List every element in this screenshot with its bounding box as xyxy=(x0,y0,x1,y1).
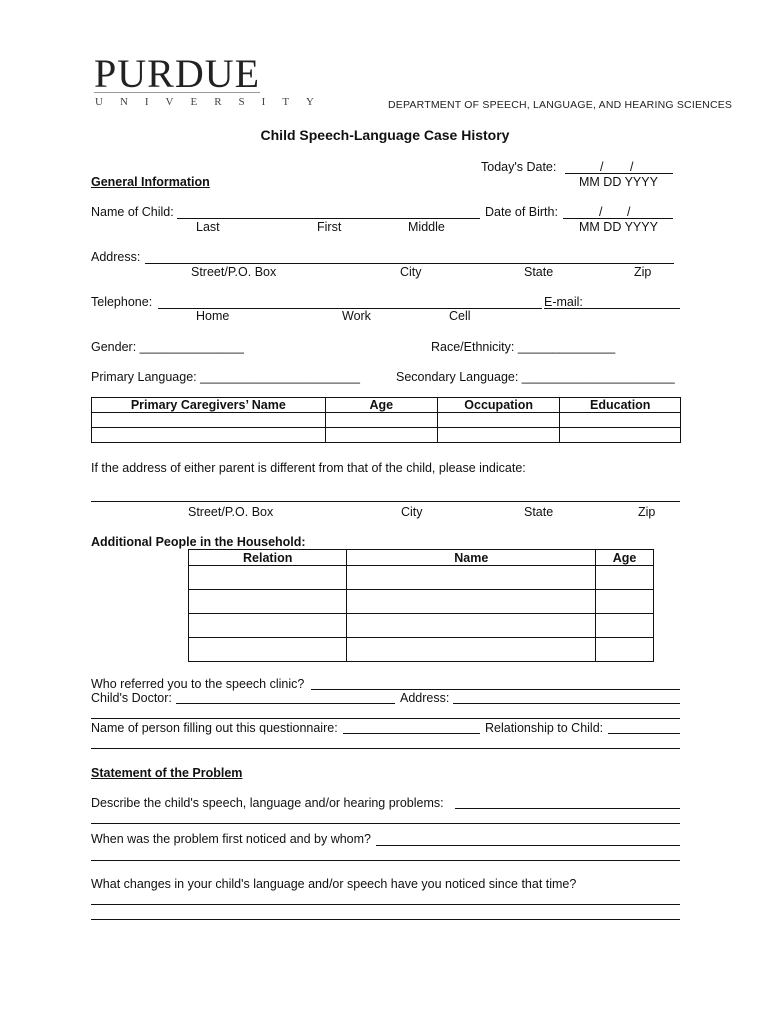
household-heading: Additional People in the Household: xyxy=(91,535,306,549)
phone-part-home: Home xyxy=(196,309,230,323)
table-cell[interactable] xyxy=(347,614,596,638)
name-part-first: First xyxy=(317,220,342,234)
todays-date-format: MM DD YYYY xyxy=(579,175,658,189)
table-row xyxy=(92,413,681,428)
problem-q3-line-2[interactable] xyxy=(91,919,680,920)
problem-q3-label: What changes in your child's language and/or speech have you noticed since that time? xyxy=(91,877,577,891)
dob-label: Date of Birth: xyxy=(485,205,558,219)
questionnaire-filler-label: Name of person filling out this questionnaire: xyxy=(91,721,338,735)
name-part-last: Last xyxy=(196,220,220,234)
caregivers-table xyxy=(91,397,681,443)
relationship-extra-line[interactable] xyxy=(91,748,680,749)
referred-by-label: Who referred you to the speech clinic? xyxy=(91,677,305,691)
parent-address-prompt: If the address of either parent is different from that of the child, please indicate: xyxy=(91,461,526,475)
todays-date-field[interactable] xyxy=(565,173,673,174)
caregivers-col-name: Primary Caregivers’ Name xyxy=(92,398,326,413)
table-cell[interactable] xyxy=(596,590,654,614)
address-part-city: City xyxy=(400,265,422,279)
table-cell[interactable] xyxy=(189,614,347,638)
table-cell[interactable] xyxy=(596,638,654,662)
phone-part-cell: Cell xyxy=(449,309,471,323)
parent-address-part-zip: Zip xyxy=(638,505,656,519)
household-col-name: Name xyxy=(347,550,596,566)
questionnaire-filler-field[interactable] xyxy=(343,733,480,734)
address-part-zip: Zip xyxy=(634,265,652,279)
parent-address-part-city: City xyxy=(401,505,423,519)
household-table xyxy=(188,549,654,662)
address-part-street: Street/P.O. Box xyxy=(191,265,277,279)
referred-by-field[interactable] xyxy=(311,689,680,690)
caregivers-col-age: Age xyxy=(325,398,437,413)
address-label: Address: xyxy=(91,250,141,264)
problem-q2-extra-line[interactable] xyxy=(91,860,680,861)
dob-format: MM DD YYYY xyxy=(579,220,658,234)
table-cell[interactable] xyxy=(325,428,437,443)
phone-part-work: Work xyxy=(342,309,371,323)
table-cell[interactable] xyxy=(92,428,326,443)
table-cell[interactable] xyxy=(92,413,326,428)
dob-slash-1: / xyxy=(599,205,603,219)
relationship-field[interactable] xyxy=(608,733,680,734)
problem-q3-line-1[interactable] xyxy=(91,904,680,905)
table-cell[interactable] xyxy=(347,590,596,614)
household-header-row xyxy=(189,550,654,566)
email-label: E-mail: xyxy=(544,295,583,309)
primary-language-field[interactable]: Primary Language: _______________________ xyxy=(91,370,360,384)
parent-address-field[interactable] xyxy=(91,501,680,502)
child-name-label: Name of Child: xyxy=(91,205,174,219)
table-row xyxy=(189,614,654,638)
dob-slash-2: / xyxy=(627,205,631,219)
department-name: DEPARTMENT OF SPEECH, LANGUAGE, AND HEARING SCIENCES xyxy=(388,99,733,111)
gender-field[interactable]: Gender: _______________ xyxy=(91,340,244,354)
doctor-label: Child's Doctor: xyxy=(91,691,172,705)
parent-address-part-street: Street/P.O. Box xyxy=(188,505,274,519)
table-cell[interactable] xyxy=(325,413,437,428)
table-cell[interactable] xyxy=(189,590,347,614)
caregivers-header-row xyxy=(92,398,681,413)
child-name-field[interactable] xyxy=(177,218,480,219)
todays-date-label: Today's Date: xyxy=(481,160,557,174)
email-field[interactable] xyxy=(544,308,680,309)
household-col-relation: Relation xyxy=(189,550,347,566)
doctor-address-label: Address: xyxy=(400,691,450,705)
table-cell[interactable] xyxy=(189,638,347,662)
dob-field[interactable] xyxy=(563,218,673,219)
caregivers-col-occupation: Occupation xyxy=(437,398,560,413)
table-cell[interactable] xyxy=(189,566,347,590)
secondary-language-field[interactable]: Secondary Language: ______________________ xyxy=(396,370,675,384)
table-row xyxy=(189,590,654,614)
table-cell[interactable] xyxy=(560,413,681,428)
telephone-label: Telephone: xyxy=(91,295,153,309)
table-cell[interactable] xyxy=(347,638,596,662)
doctor-address-extra-line[interactable] xyxy=(91,718,680,719)
address-field[interactable] xyxy=(145,263,674,264)
general-info-heading: General Information xyxy=(91,175,210,189)
table-cell[interactable] xyxy=(437,413,560,428)
table-row xyxy=(92,428,681,443)
date-slash-1: / xyxy=(600,160,604,174)
relationship-label: Relationship to Child: xyxy=(485,721,604,735)
household-col-age: Age xyxy=(596,550,654,566)
problem-q2-label: When was the problem first noticed and by whom? xyxy=(91,832,371,846)
problem-q2-field[interactable] xyxy=(376,845,680,846)
doctor-address-field[interactable] xyxy=(453,703,680,704)
form-title: Child Speech-Language Case History xyxy=(260,127,510,143)
table-cell[interactable] xyxy=(437,428,560,443)
logo-rule xyxy=(94,92,260,93)
caregivers-col-education: Education xyxy=(560,398,681,413)
purdue-logo: PURDUE xyxy=(94,51,261,96)
problem-heading: Statement of the Problem xyxy=(91,766,243,780)
table-cell[interactable] xyxy=(347,566,596,590)
table-row xyxy=(189,566,654,590)
table-row xyxy=(189,638,654,662)
problem-q1-extra-line[interactable] xyxy=(91,823,680,824)
problem-q1-label: Describe the child's speech, language and/or hearing problems: xyxy=(91,796,444,810)
doctor-field[interactable] xyxy=(176,703,395,704)
name-part-middle: Middle xyxy=(408,220,445,234)
problem-q1-field[interactable] xyxy=(455,808,680,809)
table-cell[interactable] xyxy=(596,566,654,590)
date-slash-2: / xyxy=(630,160,634,174)
table-cell[interactable] xyxy=(560,428,681,443)
address-part-state: State xyxy=(524,265,554,279)
race-field[interactable]: Race/Ethnicity: ______________ xyxy=(431,340,616,354)
logo-subtitle: UNIVERSITY xyxy=(95,96,331,108)
table-cell[interactable] xyxy=(596,614,654,638)
parent-address-part-state: State xyxy=(524,505,554,519)
